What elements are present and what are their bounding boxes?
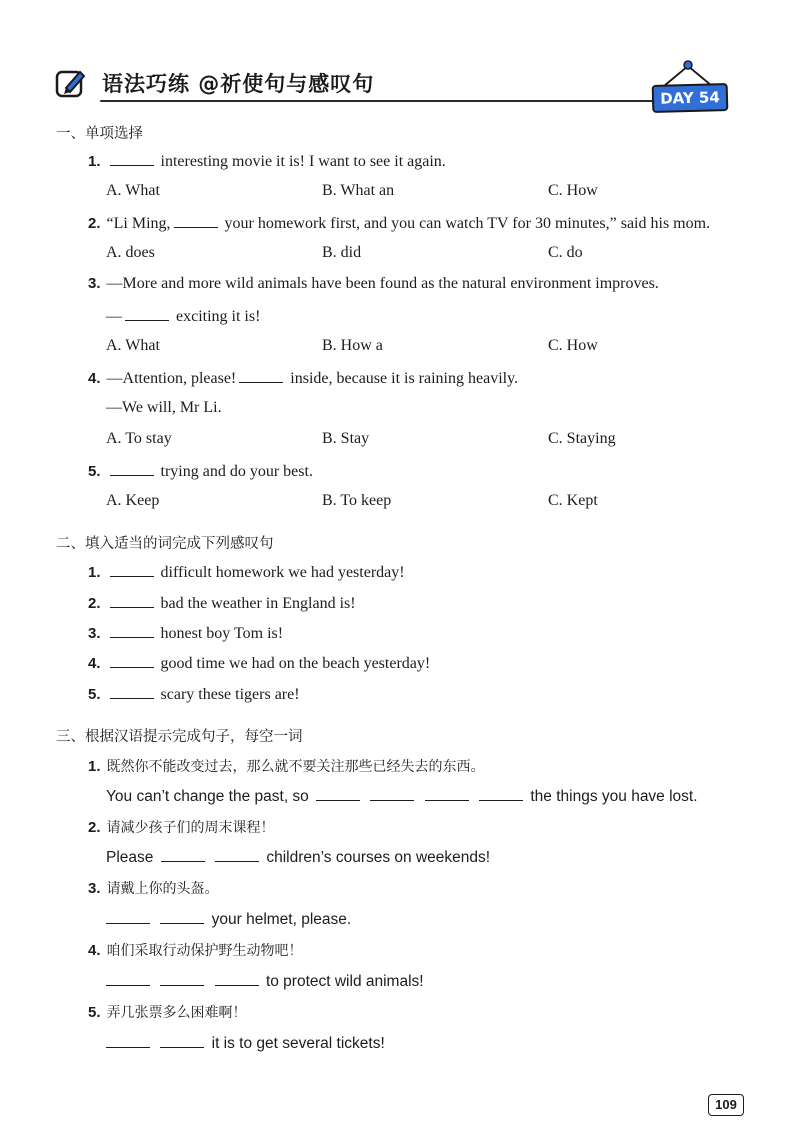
answer-blank[interactable] (316, 786, 360, 801)
section3-title: 三、根据汉语提示完成句子，每空一词 (56, 729, 303, 745)
answer-blank[interactable] (110, 461, 154, 476)
answer-blank[interactable] (110, 562, 154, 577)
option-a[interactable]: A. What (106, 182, 160, 199)
day-badge (648, 64, 734, 114)
page-number: 109 (708, 1094, 744, 1116)
answer-blank[interactable] (425, 786, 469, 801)
option-a[interactable]: A. Keep (106, 492, 160, 509)
s1-question-1: 1. interesting movie it is! I want to see it again. (88, 153, 446, 170)
answer-blank[interactable] (106, 909, 150, 924)
section2-title: 二、填入适当的词完成下列感叹句 (56, 536, 274, 552)
s3-item-5-answer: it is to get several tickets! (106, 1033, 385, 1053)
s3-item-1-answer: You can’t change the past, so the things you have lost. (106, 788, 698, 805)
s3-item-4-answer: to protect wild animals! (106, 971, 424, 991)
answer-blank[interactable] (174, 213, 218, 228)
option-c[interactable]: C. do (548, 244, 583, 261)
s1-question-3: 3. —More and more wild animals have been found as the natural environment improves. (88, 275, 659, 292)
s3-item-3-prompt: 3. 请戴上你的头盔。 (88, 880, 219, 897)
answer-blank[interactable] (161, 847, 205, 862)
answer-blank[interactable] (370, 786, 414, 801)
answer-blank[interactable] (160, 1033, 204, 1048)
option-a[interactable]: A. What (106, 337, 160, 354)
s3-item-5-prompt: 5. 弄几张票多么困难啊！ (88, 1004, 247, 1021)
s2-item-4: 4. good time we had on the beach yesterday! (88, 655, 431, 672)
answer-blank[interactable] (110, 684, 154, 699)
answer-blank[interactable] (106, 971, 150, 986)
s1-question-4: 4. —Attention, please! inside, because it is raining heavily. (88, 370, 519, 387)
s3-item-1-prompt: 1. 既然你不能改变过去，那么就不要关注那些已经失去的东西。 (88, 758, 485, 775)
answer-blank[interactable] (110, 653, 154, 668)
answer-blank[interactable] (110, 151, 154, 166)
title-underline (100, 100, 672, 102)
option-b[interactable]: B. Stay (322, 430, 370, 447)
s2-item-1: 1. difficult homework we had yesterday! (88, 564, 405, 581)
option-a[interactable]: A. To stay (106, 430, 172, 447)
answer-blank[interactable] (125, 306, 169, 321)
option-c[interactable]: C. How (548, 182, 598, 199)
s3-item-2-prompt: 2. 请减少孩子们的周末课程！ (88, 819, 275, 836)
s3-item-3-answer: your helmet, please. (106, 909, 351, 929)
s1-options-3 (106, 337, 706, 357)
header (52, 64, 732, 114)
answer-blank[interactable] (239, 368, 283, 383)
option-b[interactable]: B. did (322, 244, 362, 261)
answer-blank[interactable] (215, 971, 259, 986)
option-c[interactable]: C. Staying (548, 430, 616, 447)
answer-blank[interactable] (479, 786, 523, 801)
pencil-note-icon (54, 66, 88, 100)
s2-item-2: 2. bad the weather in England is! (88, 595, 356, 612)
day-label: DAY 54 (652, 83, 729, 113)
s2-item-5: 5. scary these tigers are! (88, 686, 300, 703)
answer-blank[interactable] (160, 909, 204, 924)
option-c[interactable]: C. How (548, 337, 598, 354)
s1-options-2 (106, 244, 706, 264)
option-b[interactable]: B. How a (322, 337, 383, 354)
section1-title: 一、单项选择 (56, 126, 143, 142)
option-b[interactable]: B. To keep (322, 492, 392, 509)
s1-options-5 (106, 492, 706, 512)
s1-question-3-line2: — exciting it is! (106, 308, 261, 325)
answer-blank[interactable] (160, 971, 204, 986)
answer-blank[interactable] (106, 1033, 150, 1048)
s1-question-5: 5. trying and do your best. (88, 463, 313, 480)
answer-blank[interactable] (215, 847, 259, 862)
s1-options-4 (106, 430, 706, 450)
option-c[interactable]: C. Kept (548, 492, 598, 509)
s2-item-3: 3. honest boy Tom is! (88, 625, 284, 642)
option-a[interactable]: A. does (106, 244, 155, 261)
s3-item-2-answer: Please children’s courses on weekends! (106, 849, 491, 866)
answer-blank[interactable] (110, 593, 154, 608)
answer-blank[interactable] (110, 623, 154, 638)
s3-item-4-prompt: 4. 咱们采取行动保护野生动物吧！ (88, 942, 303, 959)
s1-question-2: 2. “Li Ming, your homework first, and you can watch TV for 30 minutes,” said his mom. (88, 215, 711, 232)
page-title: 语法巧练 @祈使句与感叹句 (102, 72, 375, 96)
option-b[interactable]: B. What an (322, 182, 395, 199)
s1-options-1 (106, 182, 706, 202)
s1-question-4-line2: —We will, Mr Li. (106, 399, 222, 416)
